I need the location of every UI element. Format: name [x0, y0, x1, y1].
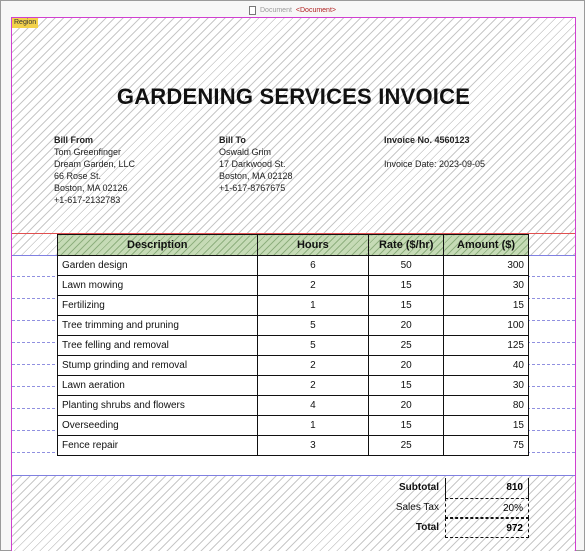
table-row [58, 316, 529, 336]
cell-amount: 80 [444, 396, 529, 416]
cell-amount: 100 [444, 316, 529, 336]
bill-to-line: 17 Darkwood St. [219, 159, 286, 169]
document-tab-label: Document [260, 6, 292, 14]
subtotal-value: 810 [445, 478, 529, 498]
tax-row [12, 498, 445, 518]
column-header-amount: Amount ($) [444, 235, 529, 256]
cell-description: Overseeding [58, 416, 258, 436]
document-tag: <Document> [295, 6, 336, 14]
cell-description: Fence repair [58, 436, 258, 456]
column-header-rate: Rate ($/hr) [369, 235, 444, 256]
bill-from-line: +1-617-2132783 [54, 195, 121, 205]
bill-to-line: Oswald Grim [219, 147, 272, 157]
bill-from-heading: Bill From [54, 135, 94, 145]
bill-from-line: Tom Greenfinger [54, 147, 122, 157]
cell-amount: 75 [444, 436, 529, 456]
table-row [58, 416, 529, 436]
cell-description: Fertilizing [58, 296, 258, 316]
cell-amount: 30 [444, 376, 529, 396]
subtotal-label: Subtotal [399, 482, 439, 493]
bill-from-line: Boston, MA 02126 [54, 183, 128, 193]
tax-label: Sales Tax [395, 502, 439, 513]
cell-description: Lawn mowing [58, 276, 258, 296]
bill-to-line: +1-617-8767675 [219, 183, 286, 193]
table-row [58, 336, 529, 356]
cell-hours: 6 [257, 256, 369, 276]
region-label[interactable]: Region [14, 19, 37, 26]
bill-from-block [54, 134, 135, 206]
cell-amount: 300 [444, 256, 529, 276]
table-row [58, 376, 529, 396]
table-row [58, 396, 529, 416]
invoice-number: Invoice No. 4560123 [384, 135, 470, 145]
bill-from-line: 66 Rose St. [54, 171, 102, 181]
cell-amount: 30 [444, 276, 529, 296]
table-row [58, 256, 529, 276]
cell-amount: 40 [444, 356, 529, 376]
cell-hours: 2 [257, 356, 369, 376]
cell-hours: 2 [257, 276, 369, 296]
cell-amount: 15 [444, 296, 529, 316]
bill-from-line: Dream Garden, LLC [54, 159, 136, 169]
table-row [58, 276, 529, 296]
invoice-page [11, 17, 576, 551]
tax-value: 20% [445, 498, 529, 518]
page-icon [249, 6, 256, 15]
cell-rate: 25 [369, 336, 444, 356]
table-row [58, 296, 529, 316]
cell-hours: 4 [257, 396, 369, 416]
bill-to-line: Boston, MA 02128 [219, 171, 293, 181]
cell-rate: 15 [369, 416, 444, 436]
cell-description: Stump grinding and removal [58, 356, 258, 376]
column-header-description: Description [58, 235, 258, 256]
cell-rate: 20 [369, 356, 444, 376]
cell-amount: 125 [444, 336, 529, 356]
cell-rate: 15 [369, 276, 444, 296]
invoice-date: Invoice Date: 2023-09-05 [384, 159, 486, 169]
cell-rate: 15 [369, 376, 444, 396]
services-table [57, 234, 529, 456]
row-guide [12, 475, 575, 476]
cell-hours: 1 [257, 296, 369, 316]
cell-rate: 50 [369, 256, 444, 276]
table-row [58, 356, 529, 376]
cell-description: Tree trimming and pruning [58, 316, 258, 336]
cell-rate: 20 [369, 396, 444, 416]
cell-rate: 20 [369, 316, 444, 336]
total-label: Total [415, 522, 439, 533]
cell-hours: 5 [257, 336, 369, 356]
table-row [58, 436, 529, 456]
cell-hours: 2 [257, 376, 369, 396]
invoice-meta-block [384, 134, 485, 170]
cell-description: Planting shrubs and flowers [58, 396, 258, 416]
document-tab[interactable] [249, 4, 336, 16]
total-value: 972 [445, 518, 529, 538]
column-header-hours: Hours [257, 235, 369, 256]
table-header-row [58, 235, 529, 256]
invoice-title: GARDENING SERVICES INVOICE [116, 84, 471, 109]
cell-hours: 3 [257, 436, 369, 456]
cell-description: Garden design [58, 256, 258, 276]
cell-description: Lawn aeration [58, 376, 258, 396]
cell-rate: 15 [369, 296, 444, 316]
cell-hours: 1 [257, 416, 369, 436]
subtotal-row [12, 478, 445, 498]
cell-amount: 15 [444, 416, 529, 436]
cell-hours: 5 [257, 316, 369, 336]
bill-to-block [219, 134, 293, 194]
bill-to-heading: Bill To [219, 135, 246, 145]
total-row [12, 518, 445, 538]
cell-rate: 25 [369, 436, 444, 456]
cell-description: Tree felling and removal [58, 336, 258, 356]
